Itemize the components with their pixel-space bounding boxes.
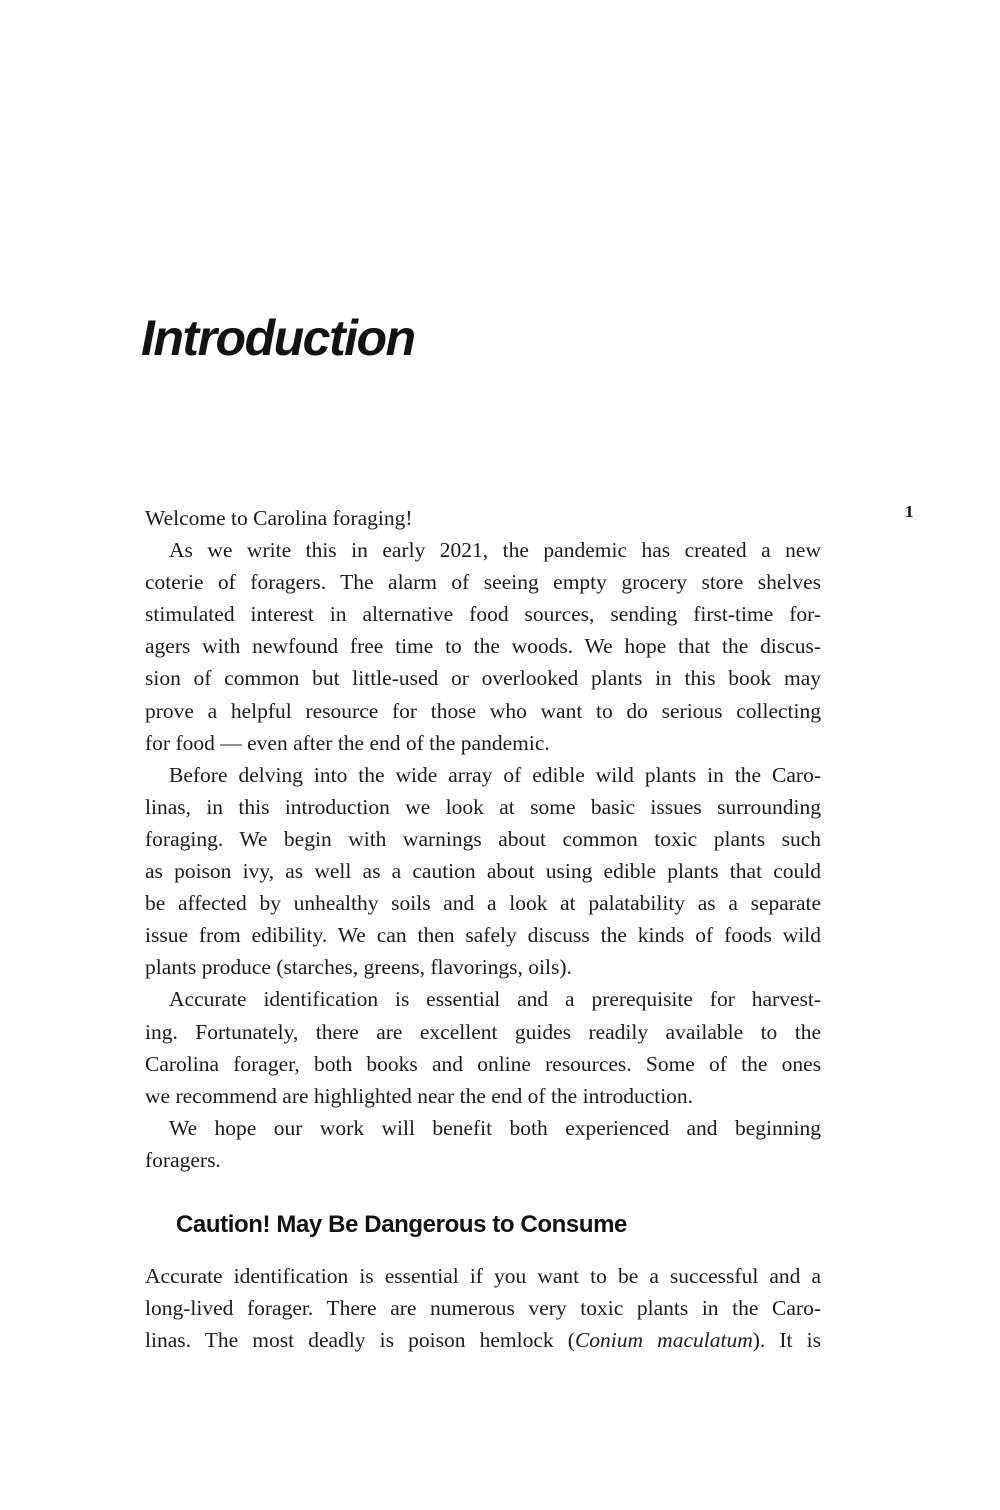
text-line: [145, 1292, 821, 1324]
body-text: Welcome to Carolina foraging!: [145, 506, 413, 530]
paragraph: [145, 502, 821, 534]
body-text: linas, in this introduction we look at some basic issues surrounding: [145, 794, 821, 819]
text-line: [145, 727, 821, 759]
body-text: ing. Fortunately, there are excellent guides readily available to the: [145, 1019, 821, 1044]
paragraph: [145, 759, 821, 984]
section-heading: Caution! May Be Dangerous to Consume: [176, 1211, 627, 1238]
latin-name-text: Conium maculatum: [574, 1328, 753, 1353]
body-text: be affected by unhealthy soils and a look at palatability as a separate: [145, 891, 821, 916]
body-text: foragers.: [145, 1147, 221, 1172]
body-text: stimulated interest in alternative food sources, sending first-time for-: [145, 602, 821, 627]
text-line: [145, 1112, 821, 1144]
chapter-title: Introduction: [141, 310, 415, 366]
text-line: [145, 598, 821, 630]
text-line: [145, 502, 821, 534]
body-text: Accurate identification is essential and a prerequisite for harvest-: [169, 987, 821, 1012]
body-text: ). It is: [752, 1328, 822, 1353]
body-text: coterie of foragers. The alarm of seeing empty grocery store shelves: [145, 570, 821, 595]
body-text: As we write this in early 2021, the pandemic has created a new: [169, 538, 821, 563]
text-line: [145, 534, 821, 566]
paragraph: [145, 534, 821, 759]
paragraph: [145, 983, 821, 1111]
text-line: [145, 855, 821, 887]
page-number: 1: [905, 502, 914, 521]
intro-paragraphs: [145, 502, 821, 1176]
text-line: [145, 983, 821, 1015]
text-line: [145, 566, 821, 598]
text-line: [145, 951, 821, 983]
text-line: [145, 1080, 821, 1112]
text-line: [145, 630, 821, 662]
body-text: We hope our work will benefit both experienced and beginning: [169, 1115, 821, 1140]
paragraph: [145, 1112, 821, 1176]
body-text: we recommend are highlighted near the end of the introduction.: [145, 1083, 694, 1108]
body-text: issue from edibility. We can then safely discuss the kinds of foods wild: [145, 923, 821, 948]
text-line: [145, 1048, 821, 1080]
body-text: as poison ivy, as well as a caution about using edible plants that could: [145, 859, 821, 884]
body-text: plants produce (starches, greens, flavorings, oils).: [145, 955, 572, 980]
text-line: [145, 695, 821, 727]
text-line: [145, 887, 821, 919]
body-text: prove a helpful resource for those who want to do serious collecting: [145, 698, 821, 723]
body-text: Carolina forager, both books and online resources. Some of the ones: [145, 1051, 821, 1076]
text-line: [145, 1144, 821, 1176]
text-line: [145, 791, 821, 823]
paragraph: [145, 1260, 821, 1356]
body-text: linas. The most deadly is poison hemlock (: [145, 1328, 575, 1353]
body-text: for food — even after the end of the pandemic.: [145, 730, 550, 755]
body-text: sion of common but little-used or overlooked plants in this book may: [145, 666, 821, 691]
body-text: long-lived forager. There are numerous very toxic plants in the Caro-: [145, 1296, 821, 1321]
text-line: [145, 823, 821, 855]
text-line: [145, 1324, 821, 1356]
caution-paragraphs: [145, 1260, 821, 1356]
body-text: Before delving into the wide array of edible wild plants in the Caro-: [169, 762, 821, 787]
text-line: [145, 1260, 821, 1292]
text-line: [145, 919, 821, 951]
text-line: [145, 662, 821, 694]
text-line: [145, 1016, 821, 1048]
text-line: [145, 759, 821, 791]
body-text: Accurate identification is essential if you want to be a successful and a: [145, 1264, 821, 1288]
body-text: agers with newfound free time to the woods. We hope that the discus-: [145, 634, 821, 659]
body-text: foraging. We begin with warnings about common toxic plants such: [145, 826, 821, 851]
